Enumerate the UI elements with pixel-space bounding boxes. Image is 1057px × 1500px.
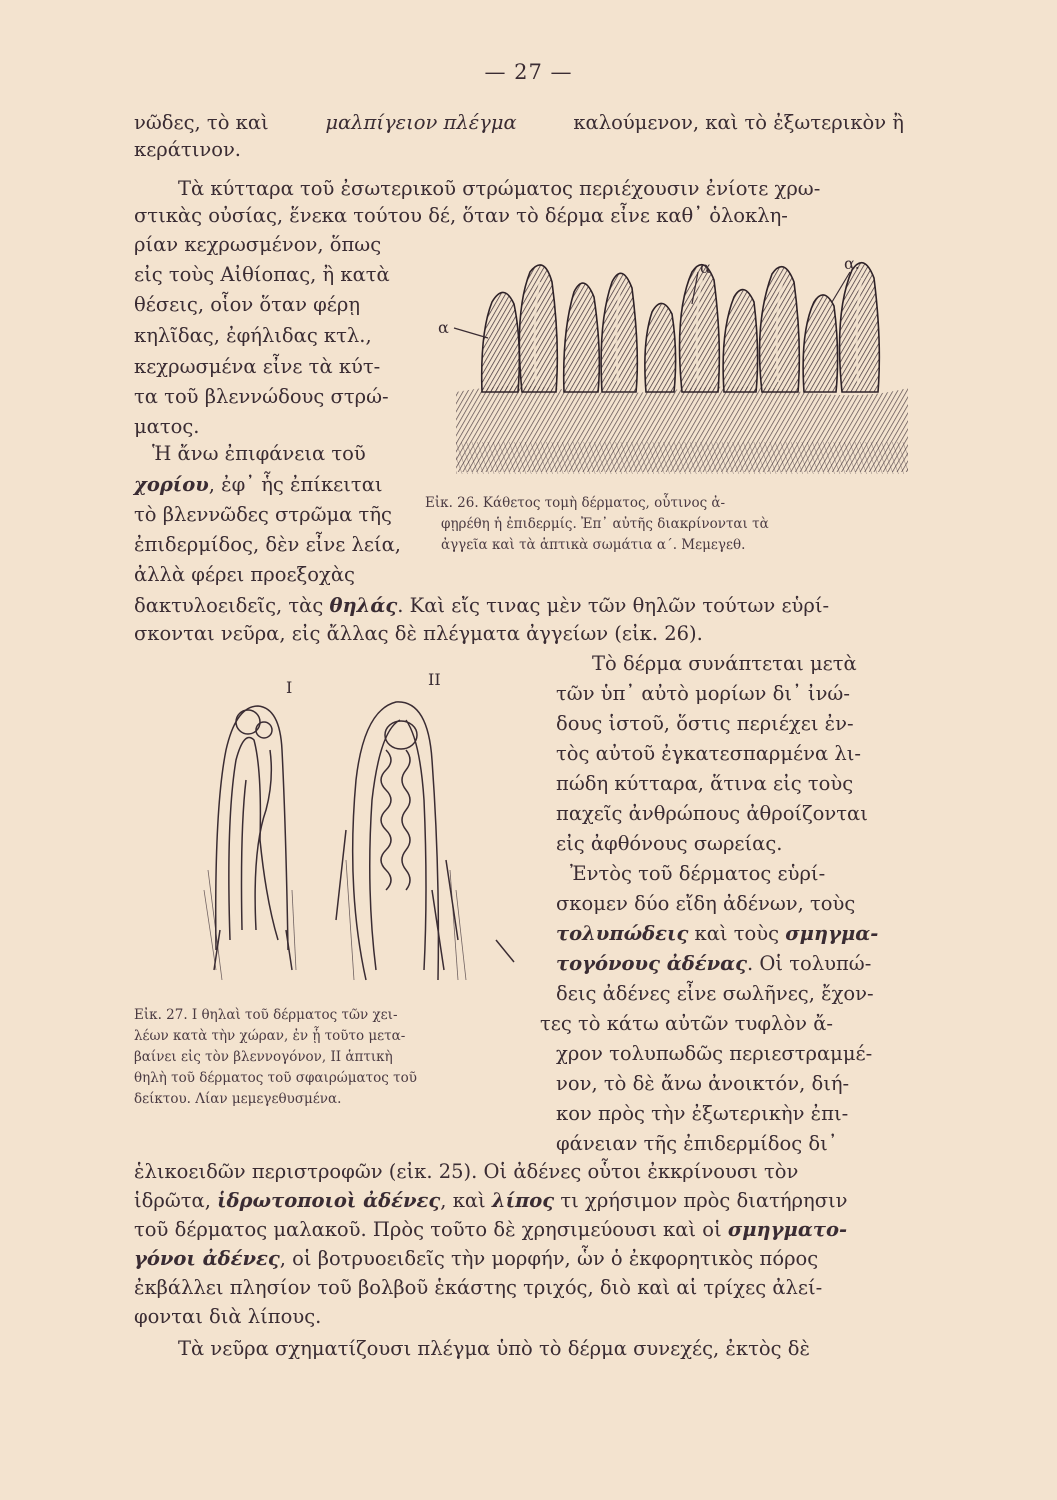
figure-27-caption-line: λέων κατὰ τὴν χώραν, ἐν ᾗ τοῦτο μετα-	[134, 1028, 406, 1044]
text-line: νον, τὸ δὲ ἄνω ἀνοικτόν, διή-	[556, 1072, 850, 1095]
text-line: ματος.	[134, 415, 200, 438]
text-line: Τὰ νεῦρα σχηματίζουσι πλέγμα ὑπὸ τὸ δέρμα συνεχές, ἐκτὸς δὲ	[178, 1337, 810, 1360]
text-line: χρον τολυπωδῶς περιεστραμμέ-	[556, 1042, 873, 1065]
text-line: κεράτινον.	[134, 138, 242, 161]
text-line: εἰς τοὺς Αἰθίοπας, ἢ κατὰ	[134, 263, 390, 286]
figure-27-caption-line: δείκτου. Λίαν μεμεγεθυσμένα.	[134, 1091, 342, 1107]
text-line: τοῦ δέρματος μαλακοῦ. Πρὸς τοῦτο δὲ χρησιμεύουσι καὶ οἱ σμηγματο-	[134, 1218, 848, 1241]
figure-26-label-a-left: α	[438, 318, 449, 337]
figure-27-label-II: II	[428, 670, 441, 689]
text-line: κηλῖδας, ἐφήλιδας κτλ.,	[134, 324, 372, 347]
figure-27-papillae	[196, 690, 536, 990]
text-line: εἰς ἀφθόνους σωρείας.	[556, 832, 783, 855]
text-line: τολυπώδεις καὶ τοὺς σμηγμα-	[556, 922, 879, 945]
figure-26-label-a-center: α	[700, 258, 711, 277]
text-line: παχεῖς ἀνθρώπους ἀθροίζονται	[556, 802, 868, 825]
text-line: σκονται νεῦρα, εἰς ἄλλας δὲ πλέγματα ἀγγείων (εἰκ. 26).	[134, 622, 703, 645]
text-line: νῶδες, τὸ καὶ μαλπίγειον πλέγμα καλούμενον, καὶ τὸ ἐξωτερικὸν ἢ	[134, 111, 904, 134]
figure-27-caption-line: βαίνει εἰς τὸν βλεννογόνον, II ἁπτικὴ	[134, 1049, 393, 1065]
text-line: ἑλικοειδῶν περιστροφῶν (εἰκ. 25). Οἱ ἀδένες οὗτοι ἐκκρίνουσι τὸν	[134, 1160, 799, 1183]
text-line: ἱδρῶτα, ἱδρωτοποιοὶ ἀδένες, καὶ λίπος τι χρήσιμον πρὸς διατήρησιν	[134, 1189, 848, 1212]
figure-27-label-I: I	[286, 678, 293, 697]
figure-27-caption-line: Εἰκ. 27. I θηλαὶ τοῦ δέρματος τῶν χει-	[134, 1007, 398, 1023]
text-line: τα τοῦ βλεννώδους στρώ-	[134, 385, 389, 408]
text-line: θέσεις, οἷον ὅταν φέρῃ	[134, 293, 361, 316]
text-line: τὸς αὐτοῦ ἐγκατεσπαρμένα λι-	[556, 742, 861, 765]
page-number: — 27 —	[484, 60, 573, 84]
text-line: Ἡ ἄνω ἐπιφάνεια τοῦ	[152, 442, 366, 465]
text-line: χορίου, ἐφ᾿ ἧς ἐπίκειται	[134, 473, 383, 496]
figure-26-caption-line: Εἰκ. 26. Κάθετος τομὴ δέρματος, οὗτινος ἀ-	[425, 495, 726, 511]
text-line: πώδη κύτταρα, ἅτινα εἰς τοὺς	[556, 772, 854, 795]
figure-26-label-a-right: α.	[844, 254, 860, 273]
text-line: ρίαν κεχρωσμένον, ὅπως	[134, 233, 382, 256]
text-line: φάνειαν τῆς ἐπιδερμίδος δι᾿	[556, 1132, 838, 1155]
text-line: γόνοι ἀδένες, οἱ βοτρυοειδεῖς τὴν μορφήν, ὧν ὁ ἐκφορητικὸς πόρος	[134, 1247, 819, 1270]
text-line: σκομεν δύο εἴδη ἀδένων, τοὺς	[556, 892, 856, 915]
text-line: κεχρωσμένα εἶνε τὰ κύτ-	[134, 355, 381, 378]
text-line: τες τὸ κάτω αὐτῶν τυφλὸν ἄ-	[540, 1012, 833, 1035]
text-line: φονται διὰ λίπους.	[134, 1305, 322, 1328]
text-line: στικὰς οὐσίας, ἕνεκα τούτου δέ, ὅταν τὸ δέρμα εἶνε καθ᾿ ὁλοκλη-	[134, 204, 788, 227]
text-line: δεις ἀδένες εἶνε σωλῆνες, ἔχον-	[556, 982, 874, 1005]
text-line: τὸ βλεννῶδες στρῶμα τῆς	[134, 503, 392, 526]
figure-26-skin-section	[452, 242, 912, 482]
text-line: ἐκβάλλει πλησίον τοῦ βολβοῦ ἑκάστης τριχός, διὸ καὶ αἱ τρίχες ἀλεί-	[134, 1276, 823, 1299]
text-line: κον πρὸς τὴν ἐξωτερικὴν ἐπι-	[556, 1102, 849, 1125]
figure-26-caption-line: φῃρέθη ἡ ἐπιδερμίς. Ἐπ᾿ αὐτῆς διακρίνονται τὰ	[441, 516, 769, 532]
figure-26-caption-line: ἀγγεῖα καὶ τὰ ἁπτικὰ σωμάτια α΄. Μεμεγεθ.	[441, 537, 746, 553]
figure-27-caption-line: θηλὴ τοῦ δέρματος τοῦ σφαιρώματος τοῦ	[134, 1070, 417, 1086]
text-line: δακτυλοειδεῖς, τὰς θηλάς. Καὶ εἴς τινας μὲν τῶν θηλῶν τούτων εὑρί-	[134, 594, 830, 617]
text-line: δους ἱστοῦ, ὅστις περιέχει ἐν-	[556, 712, 854, 735]
text-line: τῶν ὑπ᾿ αὐτὸ μορίων δι᾿ ἰνώ-	[556, 682, 850, 705]
text-line: ἀλλὰ φέρει προεξοχὰς	[134, 563, 355, 586]
text-line: Τὸ δέρμα συνάπτεται μετὰ	[592, 652, 857, 675]
text-line: ἐπιδερμίδος, δὲν εἶνε λεία,	[134, 533, 401, 556]
text-line: τογόνους ἀδένας. Οἱ τολυπώ-	[556, 952, 872, 975]
text-line: Ἐντὸς τοῦ δέρματος εὑρί-	[570, 862, 826, 885]
text-line: Τὰ κύτταρα τοῦ ἐσωτερικοῦ στρώματος περιέχουσιν ἐνίοτε χρω-	[178, 177, 821, 200]
